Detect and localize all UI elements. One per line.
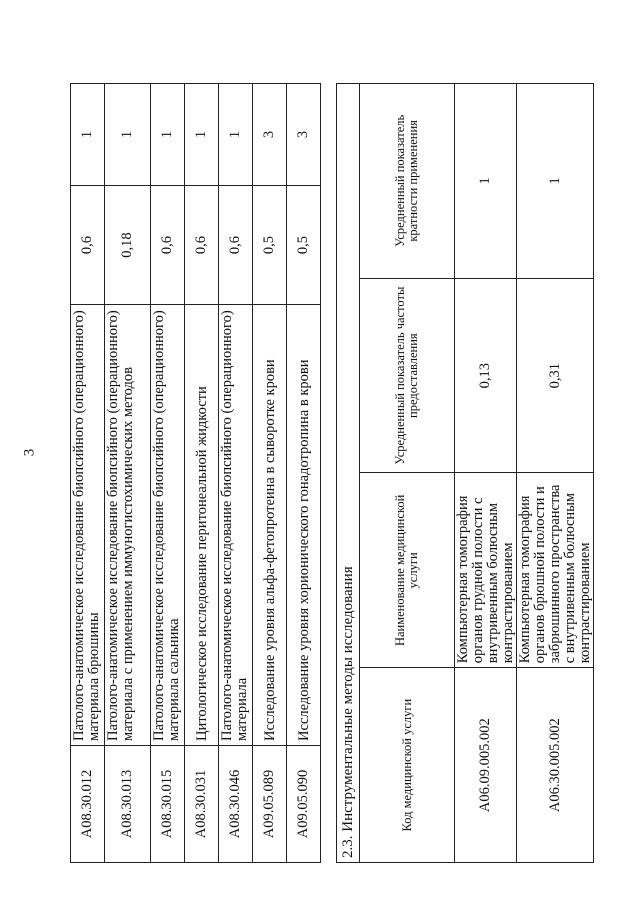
table-row — [517, 84, 594, 863]
multiplicity-value: 1 — [105, 84, 151, 186]
header-name: Наименование медицинской услуги — [360, 473, 455, 668]
service-code: A08.30.031 — [185, 746, 219, 863]
service-name: Исследование уровня хорионического гонадотропина в крови — [287, 305, 321, 746]
multiplicity-value: 1 — [151, 84, 185, 186]
lab-methods-table — [70, 83, 321, 863]
table-row — [253, 84, 287, 863]
table-header — [360, 84, 455, 863]
table-row — [105, 84, 151, 863]
header-code: Код медицинской услуги — [360, 668, 455, 863]
multiplicity-value: 1 — [185, 84, 219, 186]
multiplicity-value: 1 — [517, 84, 594, 279]
frequency-value: 0,6 — [185, 186, 219, 305]
table-row — [151, 84, 185, 863]
section-title-row — [337, 84, 360, 863]
frequency-value: 0,5 — [253, 186, 287, 305]
service-code: A06.09.005.002 — [455, 668, 517, 863]
service-code: A06.30.005.002 — [517, 668, 594, 863]
multiplicity-value: 3 — [287, 84, 321, 186]
table-row — [185, 84, 219, 863]
table-row — [287, 84, 321, 863]
header-multiplicity: Усредненный показатель кратности применения — [360, 84, 455, 279]
frequency-value: 0,31 — [517, 278, 594, 473]
multiplicity-value: 1 — [219, 84, 253, 186]
frequency-value: 0,13 — [455, 278, 517, 473]
service-name: Компьютерная томография органов брюшной полости и забрюшинного пространства с внутривенным болюсным контрастированием — [517, 473, 594, 668]
service-name: Исследование уровня альфа-фетопротеина в сыворотке крови — [253, 305, 287, 746]
service-name: Патолого-анатомическое исследование биопсийного (операционного) материала с применением иммуногистохимических методов — [105, 305, 151, 746]
frequency-value: 0,5 — [287, 186, 321, 305]
frequency-value: 0,6 — [219, 186, 253, 305]
service-name: Компьютерная томография органов грудной полости с внутривенным болюсным контрастированием — [455, 473, 517, 668]
service-code: A08.30.012 — [71, 746, 105, 863]
multiplicity-value: 1 — [71, 84, 105, 186]
header-frequency: Усредненный показатель частоты предоставления — [360, 278, 455, 473]
service-name: Цитологическое исследование перитонеальной жидкости — [185, 305, 219, 746]
instrumental-methods-table — [336, 83, 594, 863]
table-row — [71, 84, 105, 863]
service-code: A09.05.089 — [253, 746, 287, 863]
page-number: 3 — [21, 448, 38, 457]
service-name: Патолого-анатомическое исследование биопсийного (операционного) материала брюшины — [71, 305, 105, 746]
service-code: A08.30.013 — [105, 746, 151, 863]
section-title: 2.3. Инструментальные методы исследования — [337, 84, 360, 863]
table-row — [219, 84, 253, 863]
service-code: A09.05.090 — [287, 746, 321, 863]
frequency-value: 0,6 — [151, 186, 185, 305]
table-row — [455, 84, 517, 863]
service-name: Патолого-анатомическое исследование биопсийного (операционного) материала — [219, 305, 253, 746]
frequency-value: 0,18 — [105, 186, 151, 305]
service-code: A08.30.046 — [219, 746, 253, 863]
multiplicity-value: 3 — [253, 84, 287, 186]
service-code: A08.30.015 — [151, 746, 185, 863]
service-name: Патолого-анатомическое исследование биопсийного (операционного) материала сальника — [151, 305, 185, 746]
frequency-value: 0,6 — [71, 186, 105, 305]
multiplicity-value: 1 — [455, 84, 517, 279]
